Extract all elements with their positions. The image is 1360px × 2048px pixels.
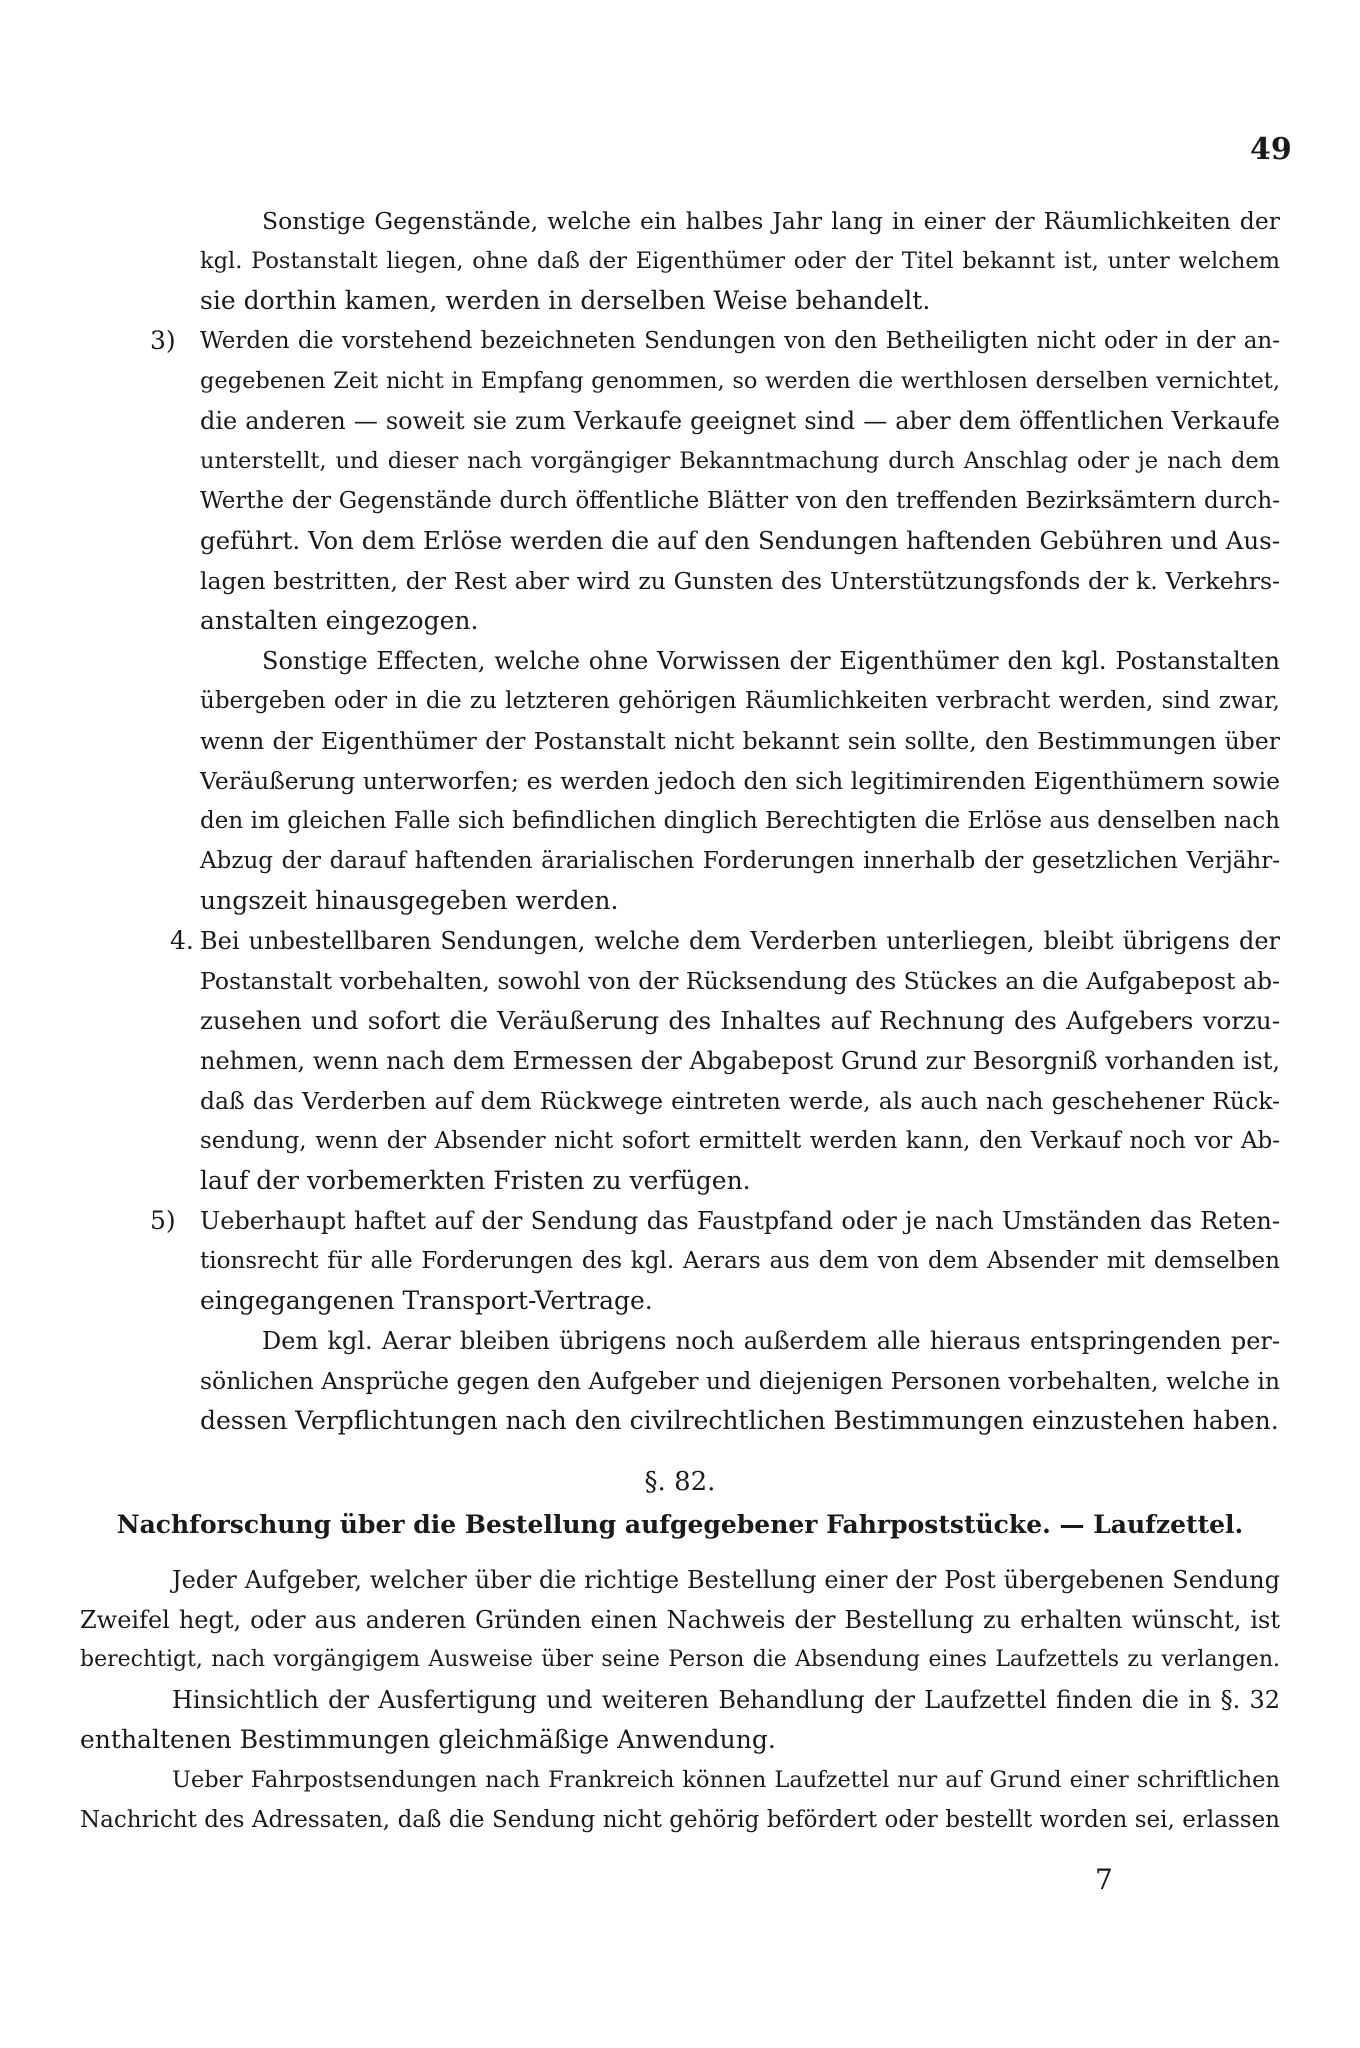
paragraph-line: Zweifel hegt, oder aus anderen Gründen einen Nachweis der Bestellung zu erhalten wünscht, ist bbox=[80, 1606, 1280, 1634]
list-item-line: Bei unbestellbaren Sendungen, welche dem Verderben unterliegen, bleibt übrigens der bbox=[200, 927, 1280, 955]
paragraph-line: sönlichen Ansprüche gegen den Aufgeber und diejenigen Personen vorbehalten, welche in bbox=[200, 1367, 1280, 1395]
paragraph-line: Veräußerung unterworfen; es werden jedoch den sich legitimirenden Eigenthümern sowie bbox=[200, 767, 1280, 795]
list-marker: 4. bbox=[170, 926, 194, 955]
list-item-line: Werthe der Gegenstände durch öffentliche Blätter von den treffenden Bezirksämtern durch- bbox=[200, 488, 1280, 514]
sheet-signature: 7 bbox=[1095, 1863, 1113, 1896]
list-marker: 5) bbox=[150, 1206, 176, 1235]
list-item-line: Werden die vorstehend bezeichneten Sendungen von den Betheiligten nicht oder in der an- bbox=[200, 328, 1280, 354]
list-item-line: sendung, wenn der Absender nicht sofort ermittelt werden kann, den Verkauf noch vor Ab- bbox=[200, 1128, 1280, 1154]
paragraph-line: Sonstige Effecten, welche ohne Vorwissen der Eigenthümer den kgl. Postanstalten bbox=[262, 647, 1280, 675]
paragraph-line: Abzug der darauf haftenden ärarialischen Forderungen innerhalb der gesetzlichen Verjähr- bbox=[200, 848, 1280, 874]
paragraph-line: Nachricht des Adressaten, daß die Sendung nicht gehörig befördert oder bestellt worden sei, erlassen bbox=[80, 1807, 1280, 1833]
paragraph-line: sie dorthin kamen, werden in derselben Weise behandelt. bbox=[200, 286, 931, 315]
list-item-line: die anderen — soweit sie zum Verkaufe geeignet sind — aber dem öffentlichen Verkaufe bbox=[200, 407, 1280, 435]
paragraph-line: Sonstige Gegenstände, welche ein halbes Jahr lang in einer der Räumlichkeiten der bbox=[262, 207, 1280, 235]
paragraph-line: ungszeit hinausgegeben werden. bbox=[200, 886, 619, 915]
paragraph-line: kgl. Postanstalt liegen, ohne daß der Eigenthümer oder der Titel bekannt ist, unter welchem bbox=[200, 248, 1280, 274]
list-item-line: gegebenen Zeit nicht in Empfang genommen, so werden die werthlosen derselben vernichtet, bbox=[200, 368, 1280, 394]
paragraph-line: berechtigt, nach vorgängigem Ausweise über seine Person die Absendung eines Laufzettels zu verlangen. bbox=[80, 1647, 1280, 1672]
list-item-line: geführt. Von dem Erlöse werden die auf den Sendungen haftenden Gebühren und Aus- bbox=[200, 526, 1280, 555]
list-item-line: anstalten eingezogen. bbox=[200, 606, 479, 635]
list-item-line: Ueberhaupt haftet auf der Sendung das Faustpfand oder je nach Umständen das Reten- bbox=[200, 1207, 1280, 1235]
list-item-line: Postanstalt vorbehalten, sowohl von der Rücksendung des Stückes an die Aufgabepost ab- bbox=[200, 967, 1280, 995]
list-marker: 3) bbox=[150, 326, 176, 355]
page-number: 49 bbox=[1250, 132, 1292, 167]
list-item-line: lauf der vorbemerkten Fristen zu verfügen. bbox=[200, 1166, 751, 1195]
list-item-line: unterstellt, und dieser nach vorgängiger Bekanntmachung durch Anschlag oder je nach dem bbox=[200, 448, 1280, 474]
list-item-line: eingegangenen Transport-Vertrage. bbox=[200, 1286, 653, 1315]
paragraph-line: enthaltenen Bestimmungen gleichmäßige Anwendung. bbox=[80, 1725, 776, 1754]
list-item-line: lagen bestritten, der Rest aber wird zu Gunsten des Unterstützungsfonds der k. Verkehrs- bbox=[200, 567, 1280, 595]
section-number: §. 82. bbox=[644, 1467, 716, 1497]
list-item-line: tionsrecht für alle Forderungen des kgl. Aerars aus dem von dem Absender mit demselben bbox=[200, 1248, 1280, 1274]
section-title: Nachforschung über die Bestellung aufgegebener Fahrpoststücke. — Laufzettel. bbox=[116, 1510, 1244, 1539]
paragraph-line: wenn der Eigenthümer der Postanstalt nicht bekannt sein sollte, den Bestimmungen über bbox=[200, 727, 1280, 755]
list-item-line: daß das Verderben auf dem Rückwege eintreten werde, als auch nach geschehener Rück- bbox=[200, 1087, 1280, 1115]
paragraph-line: Hinsichtlich der Ausfertigung und weiteren Behandlung der Laufzettel finden die in §. 32 bbox=[172, 1686, 1280, 1714]
list-item-line: zusehen und sofort die Veräußerung des Inhaltes auf Rechnung des Aufgebers vorzu- bbox=[200, 1006, 1280, 1035]
paragraph-line: übergeben oder in die zu letzteren gehörigen Räumlichkeiten verbracht werden, sind zwar, bbox=[200, 688, 1280, 714]
paragraph-line: Ueber Fahrpostsendungen nach Frankreich können Laufzettel nur auf Grund einer schriftlichen bbox=[172, 1767, 1280, 1793]
paragraph-line: den im gleichen Falle sich befindlichen dinglich Berechtigten die Erlöse aus denselben nach bbox=[200, 808, 1280, 834]
paragraph-line: dessen Verpflichtungen nach den civilrechtlichen Bestimmungen einzustehen haben. bbox=[200, 1406, 1279, 1435]
list-item-line: nehmen, wenn nach dem Ermessen der Abgabepost Grund zur Besorgniß vorhanden ist, bbox=[200, 1047, 1280, 1075]
paragraph-line: Jeder Aufgeber, welcher über die richtige Bestellung einer der Post übergebenen Sendung bbox=[172, 1566, 1280, 1594]
paragraph-line: Dem kgl. Aerar bleiben übrigens noch außerdem alle hieraus entspringenden per- bbox=[262, 1327, 1280, 1355]
